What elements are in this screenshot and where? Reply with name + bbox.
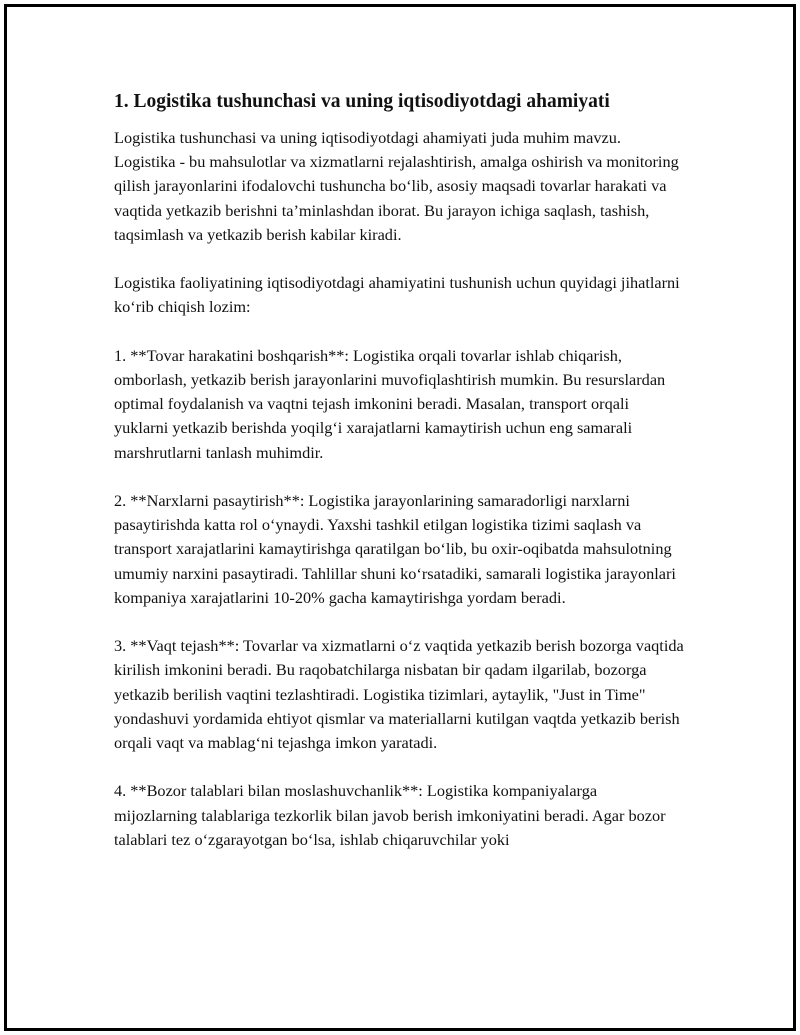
paragraph-aspects-lead: Logistika faoliyatining iqtisodiyotdagi ahamiyatini tushunish uchun quyidagi jihatlarni ko‘rib chiqish lozim: xyxy=(114,273,680,317)
paragraph-point-2: 2. **Narxlarni pasaytirish**: Logistika jarayonlarining samaradorligi narxlarni pasaytirishda katta rol o‘ynaydi. Yaxshi tashkil etilgan logistika tizimi saqlash va transport xarajatlarini kamaytirishga qaratilgan bo‘lib, bu oxir-oqibatda mahsulotning umumiy narxini pasaytiradi. Tahlillar shuni ko‘rsatadiki, samarali logistika jarayonlari kompaniya xarajatlarini 10-20% gacha kamaytirishga yordam beradi. xyxy=(114,491,676,607)
paragraph-point-3: 3. **Vaqt tejash**: Tovarlar va xizmatlarni o‘z vaqtida yetkazib berish bozorga vaqtida kirilish imkonini beradi. Bu raqobatchilarga nisbatan bir qadam ilgarilab, bozorga yetkazib berilish vaqtini tezlashtiradi. Logistika tizimlari, aytaylik, "Just in Time" yondashuvi yordamida ehtiyot qismlar va materiallarni kutilgan vaqtda yetkazib berish orqali vaqt va mablag‘ni tejashga imkon yaratadi. xyxy=(114,636,684,753)
document-body xyxy=(114,88,684,852)
paragraph-intro: Logistika tushunchasi va uning iqtisodiyotdagi ahamiyati juda muhim mavzu. Logistika - bu mahsulotlar va xizmatlarni rejalashtirish, amalga oshirish va monitoring qilish jarayonlarini ifodalovchi tushuncha bo‘lib, asosiy maqsadi tovarlar harakati va vaqtida yetkazib berishni ta’minlashdan iborat. Bu jarayon ichiga saqlash, tashish, taqsimlash va yetkazib berish kabilar kiradi. xyxy=(114,128,679,244)
paragraph-point-4: 4. **Bozor talablari bilan moslashuvchanlik**: Logistika kompaniyalarga mijozlarning talablariga tezkorlik bilan javob berish imkoniyatini beradi. Agar bozor talablari tez o‘zgarayotgan bo‘lsa, ishlab chiqaruvchilar yoki xyxy=(114,781,666,849)
section-heading: 1. Logistika tushunchasi va uning iqtisodiyotdagi ahamiyati xyxy=(114,91,610,112)
paragraph-point-1: 1. **Tovar harakatini boshqarish**: Logistika orqali tovarlar ishlab chiqarish, omborlash, yetkazib berish jarayonlarini muvofiqlashtirish mumkin. Bu resurslardan optimal foydalanish va vaqtni tejash imkonini beradi. Masalan, transport orqali yuklarni yetkazib berishda yoqilg‘i xarajatlarni kamaytirish uchun eng samarali marshrutlarni tanlash muhimdir. xyxy=(114,345,666,462)
